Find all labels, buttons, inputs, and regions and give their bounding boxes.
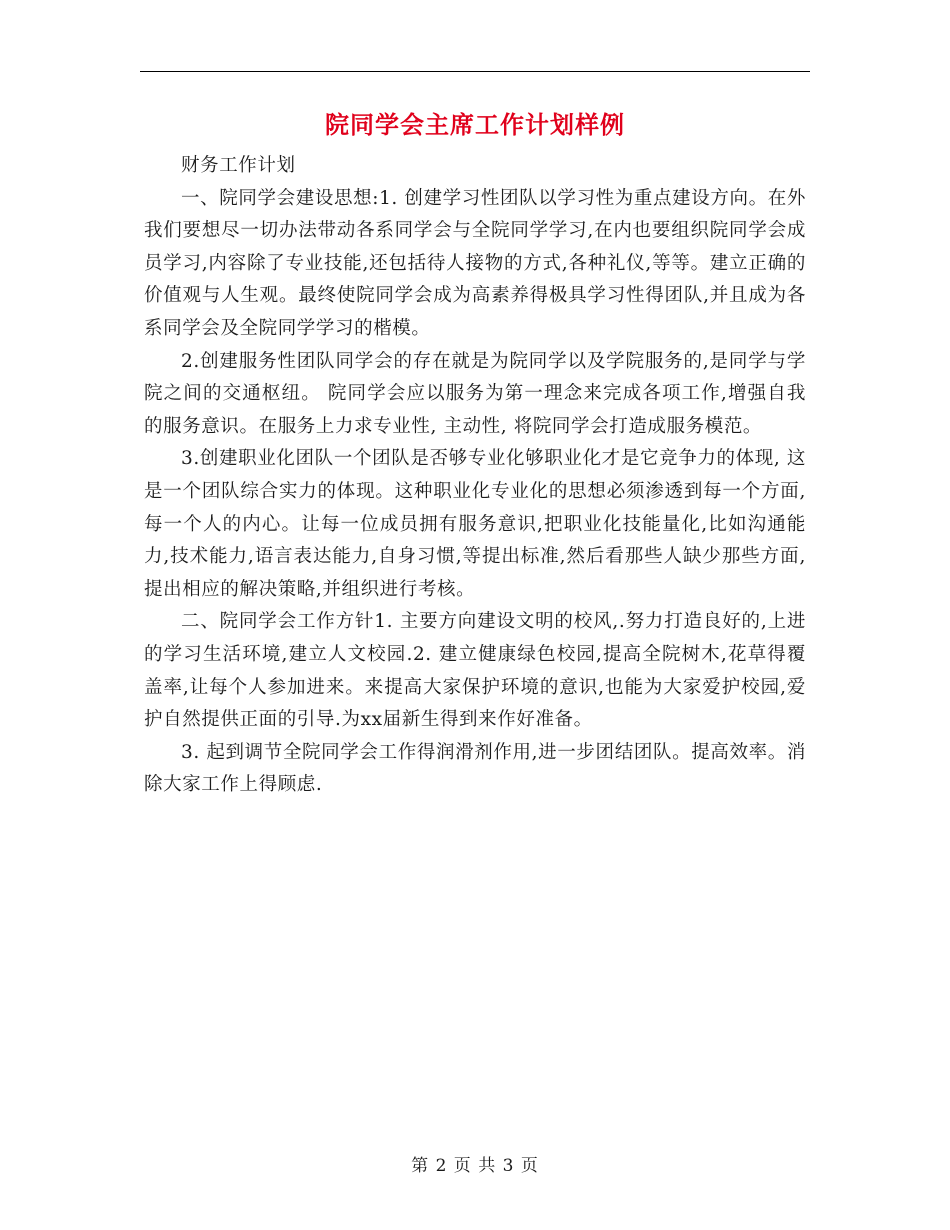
paragraph-service-team: 2.创建服务性团队同学会的存在就是为院同学以及学院服务的,是同学与学院之间的交通枢纽。 院同学会应以服务为第一理念来完成各项工作,增强自我的服务意识。在服务上力求专业性, 主动性, 将院同学会打造成服务模范。 bbox=[144, 350, 806, 437]
page-number-footer: 第 2 页 共 3 页 bbox=[411, 1156, 539, 1176]
paragraph-section-heading: 财务工作计划 bbox=[181, 155, 296, 176]
paragraph-work-policy: 二、院同学会工作方针1. 主要方向建设文明的校风,.努力打造良好的,上进的学习生活环境,建立人文校园.2. 建立健康绿色校园,提高全院树木,花草得覆盖率,让每个人参加进来。来提高大家保护环境的意识,也能为大家爱护校园,爱护自然提供正面的引导.为xx届新生得到来作好准备。 bbox=[144, 611, 806, 731]
document-title: 院同学会主席工作计划样例 bbox=[325, 110, 625, 139]
header-rule bbox=[140, 71, 810, 72]
paragraph-lubricant-role: 3. 起到调节全院同学会工作得润滑剂作用,进一步团结团队。提高效率。消除大家工作上得顾虑. bbox=[144, 741, 806, 796]
paragraph-professional-team: 3.创建职业化团队一个团队是否够专业化够职业化才是它竞争力的体现, 这是一个团队综合实力的体现。这种职业化专业化的思想必须渗透到每一个方面, 每一个人的内心。让每一位成员拥有服务意识,把职业化技能量化,比如沟通能力,技术能力,语言表达能力,自身习惯,等提出标准,然后看那些人缺少那些方面,提出相应的解决策略,并组织进行考核。 bbox=[144, 448, 806, 600]
document-body bbox=[144, 150, 806, 802]
paragraph-construction-thought: 一、院同学会建设思想:1. 创建学习性团队以学习性为重点建设方向。在外我们要想尽一切办法带动各系同学会与全院同学学习,在内也要组织院同学会成员学习,内容除了专业技能,还包括待人接物的方式,各种礼仪,等等。建立正确的价值观与人生观。最终使院同学会成为高素养得极具学习性得团队,并且成为各系同学会及全院同学学习的楷模。 bbox=[144, 187, 806, 339]
